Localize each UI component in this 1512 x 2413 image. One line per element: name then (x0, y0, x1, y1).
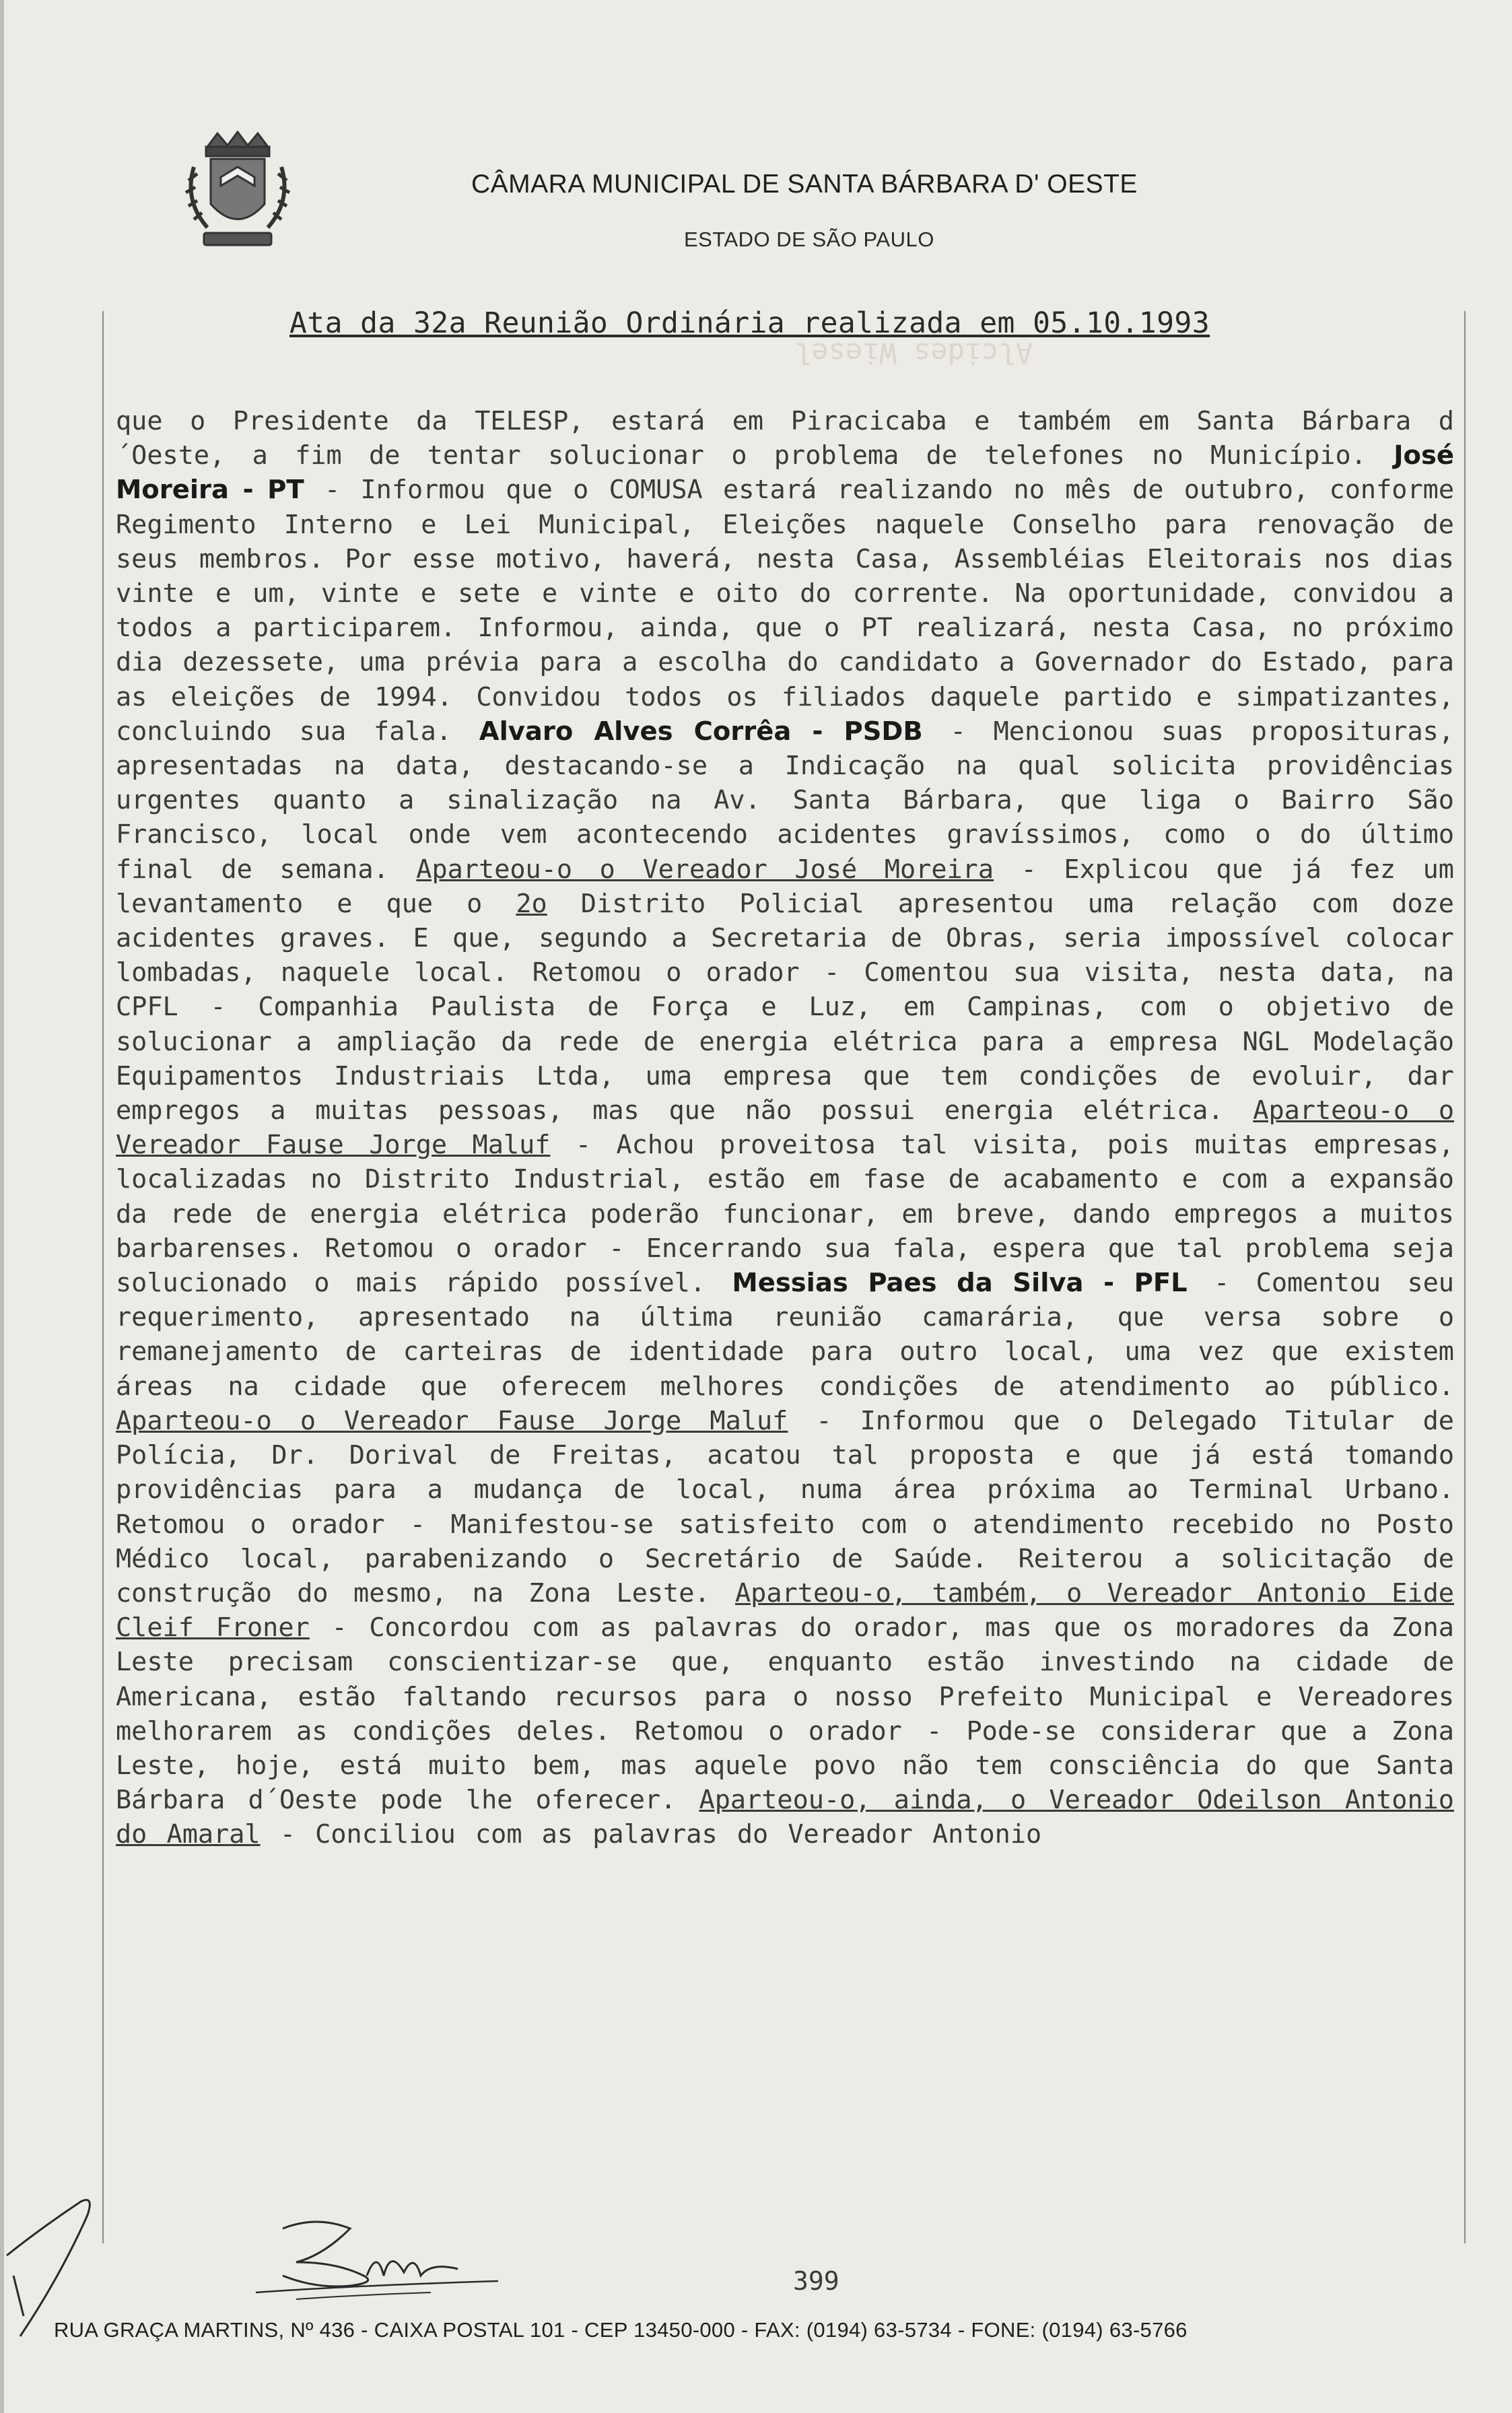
speaker-name: Messias Paes da Silva - PFL (732, 1268, 1188, 1299)
body-text-segment: - Concordou com as palavras do orador, mas que os moradores da Zona Leste precisam conscientizar-se que, enquanto estão investindo na cidade de Americana, estão faltando recursos para o nosso Prefeito Municipal e Vereadores melhorarem as condições deles. (116, 1612, 1454, 1746)
body-text-segment: que o Presidente da TELESP, estará em Piracicaba e também em Santa Bárbara d´Oeste, a fim de tentar solucionar o problema de telefones no Município. (116, 406, 1454, 471)
aparte-label: Aparteou-o, ainda, o Vereador Odeilson Antonio do Amaral (116, 1785, 1454, 1850)
municipal-coat-of-arms-icon (180, 127, 295, 254)
minutes-title: Ata da 32a Reunião Ordinária realizada em 05.10.1993 (289, 306, 1210, 340)
retomou-label: Retomou o orador (116, 1509, 385, 1540)
body-text-segment: - Conciliou com as palavras do Vereador Antonio (279, 1819, 1042, 1850)
footer-address: RUA GRAÇA MARTINS, Nº 436 - CAIXA POSTAL 101 - CEP 13450-000 - FAX: (0194) 63-5734 - FONE: (0194) 63-5766 (54, 2318, 1188, 2342)
aparte-label: Aparteou-o, também, o Vereador Antonio Eide Cleif Froner (116, 1577, 1454, 1643)
aparte-label: Aparteou-o o Vereador José Moreira (416, 854, 994, 885)
speaker-name: José Moreira - PT (116, 440, 1454, 506)
body-text-segment: - Informou que o COMUSA estará realizando no mês de outubro, conforme Regimento Interno e Lei Municipal, Eleições naquele Conselho para renovação de seus membros. Por esse motivo, haverá, nesta Casa, Assembléias Eleitorais nos dias vinte e um, vinte e sete e vinte e oito do corrente. Na oportunidade, convidou a todos a participarem. Informou, ainda, que o PT realizará, nesta Casa, no próximo dia dezessete, uma prévia para a escolha do candidato a Governador do Estado, para as eleições de 1994. Convidou todos os filiados daquele partido e simpatizantes, concluindo sua fala. (116, 475, 1454, 747)
body-text-segment: - Manifestou-se satisfeito com o atendimento recebido no Posto Médico local, parabenizando o Secretário de Saúde. Reiterou a solicitação de construção do mesmo, na Zona Leste. (116, 1509, 1454, 1608)
speaker-name: Alvaro Alves Corrêa - PSDB (479, 716, 923, 747)
body-text-segment: - Comentou sua visita, nesta data, na CPFL - Companhia Paulista de Força e Luz, em Campinas, com o objetivo de solucionar a ampliação da rede de energia elétrica para a empresa NGL Modelação Equipamentos Industriais Ltda, uma empresa que tem condições de evoluir, dar empregos a muitas pessoas, mas que não possui energia elétrica. (116, 957, 1454, 1126)
body-text-segment: - Pode-se considerar que a Zona Leste, hoje, está muito bem, mas aquele povo não tem consciência do que Santa Bárbara d´Oeste pode lhe oferecer. (116, 1715, 1454, 1816)
aparte-label: Aparteou-o o Vereador Fause Jorge Maluf (116, 1405, 788, 1436)
page-edge (0, 0, 4, 2413)
retomou-label: Retomou o orador (532, 957, 800, 988)
minutes-body (116, 404, 1454, 1852)
body-text-segment: Distrito Policial apresentou uma relação com doze acidentes graves. E que, segundo a Secretaria de Obras, seria impossível colocar lombadas, naquele local. (116, 888, 1454, 988)
aparte-label: Aparteou-o o Vereador Fause Jorge Maluf (116, 1095, 1454, 1161)
state-name: ESTADO DE SÃO PAULO (684, 228, 934, 251)
bleed-through-text: Alcides Wiesel (794, 337, 1033, 370)
left-margin-rule (102, 311, 104, 2243)
retomou-label: Retomou o orador (324, 1233, 587, 1264)
institution-name: CÂMARA MUNICIPAL DE SANTA BÁRBARA D' OESTE (471, 170, 1138, 199)
body-text-segment: - Comentou seu requerimento, apresentado na última reunião camarária, que versa sobre o remanejamento de carteiras de identidade para outro local, uma vez que existem áreas na cidade que oferecem melhores condições de atendimento ao público. (116, 1268, 1454, 1402)
page-number: 399 (793, 2266, 839, 2296)
body-text-segment: - Mencionou suas proposituras, apresentadas na data, destacando-se a Indicação na qual solicita providências urgentes quanto a sinalização na Av. Santa Bárbara, que liga o Bairro São Francisco, local onde vem acontecendo acidentes gravíssimos, como o do último final de semana. (116, 716, 1454, 885)
distrito-number: 2o (516, 888, 547, 919)
right-margin-rule (1464, 311, 1466, 2243)
body-text-segment: - Explicou que já fez um levantamento e que o (116, 854, 1454, 919)
body-text-segment: - Informou que o Delegado Titular de Polícia, Dr. Dorival de Freitas, acatou tal proposta e que já está tomando providências para a mudança de local, numa área próxima ao Terminal Urbano. (116, 1405, 1454, 1505)
retomou-label: Retomou o orador (634, 1715, 902, 1746)
body-text-segment: - Achou proveitosa tal visita, pois muitas empresas, localizadas no Distrito Industrial, estão em fase de acabamento e com a expansão da rede de energia elétrica poderão funcionar, em breve, dando empregos a muitos barbarenses. (116, 1130, 1454, 1264)
body-text-segment: - Encerrando sua fala, espera que tal problema seja solucionado o mais rápido possível. (116, 1233, 1454, 1299)
